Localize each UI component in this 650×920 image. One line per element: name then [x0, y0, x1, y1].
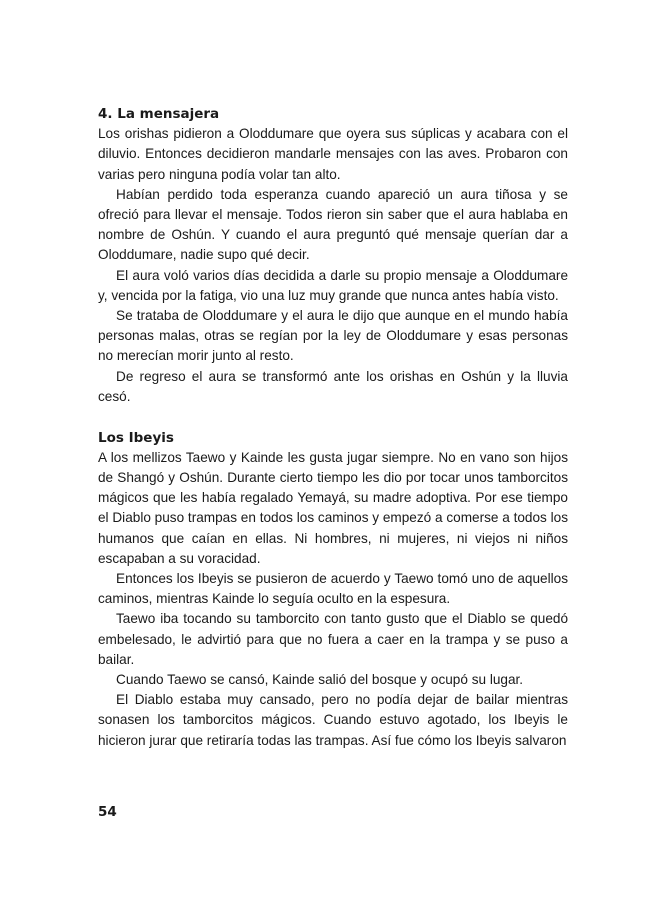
paragraph: Cuando Taewo se cansó, Kainde salió del bosque y ocupó su lugar. — [116, 671, 524, 687]
paragraph: El aura voló varios días decidida a darle su propio mensaje a Oloddumare y, vencida por la fatiga, vio una luz muy grande que nunca antes había visto. — [98, 267, 568, 303]
section-la-mensajera — [98, 104, 568, 407]
paragraph: El Diablo estaba muy cansado, pero no podía dejar de bailar mientras sonasen los tamborcitos mágicos. Cuando estuvo agotado, los Ibeyis le hicieron jurar que retiraría todas las trampas. Así fue cómo los Ibeyis salvaron — [98, 692, 568, 748]
paragraph: Entonces los Ibeyis se pusieron de acuerdo y Taewo tomó uno de aquellos caminos, mientras Kainde lo seguía oculto en la espesura. — [98, 570, 568, 607]
section-title: 4. La mensajera — [98, 106, 220, 122]
paragraph: Habían perdido toda esperanza cuando apareció un aura tiñosa y se ofreció para llevar el mensaje. Todos rieron sin saber que el aura hablaba en nombre de Oshún. Y cuando el aura preguntó qué mensaje querían dar a Oloddumare, nadie supo qué decir. — [98, 186, 568, 263]
paragraph: Los orishas pidieron a Oloddumare que oyera sus súplicas y acabara con el diluvio. Entonces decidieron mandarle mensajes con las aves. Probaron con varias pero ninguna podía volar tan alto. — [98, 126, 568, 182]
paragraph: De regreso el aura se transformó ante los orishas en Oshún y la lluvia cesó. — [98, 368, 568, 404]
paragraph: A los mellizos Taewo y Kainde les gusta jugar siempre. No en vano son hijos de Shangó y Oshún. Durante cierto tiempo les dio por tocar unos tamborcitos mágicos que les había regalado Yemayá, su madre adoptiva. Por ese tiempo el Diablo puso trampas en todos los caminos y empezó a comerse a todos los humanos que caían en ellas. Ni hombres, ni mujeres, ni viejos ni niños escapaban a su voracidad. — [98, 449, 568, 566]
paragraph: Se trataba de Oloddumare y el aura le dijo que aunque en el mundo había personas malas, otras se regían por la ley de Oloddumare y esas personas no merecían morir junto al resto. — [98, 308, 568, 364]
section-los-ibeyis — [98, 428, 568, 751]
section-spacer — [98, 407, 568, 428]
section-title: Los Ibeyis — [98, 429, 174, 446]
page-body — [98, 104, 568, 751]
paragraph: Taewo iba tocando su tamborcito con tanto gusto que el Diablo se quedó embelesado, le advirtió para que no fuera a caer en la trampa y se puso a bailar. — [98, 611, 568, 667]
page-number: 54 — [98, 804, 117, 820]
